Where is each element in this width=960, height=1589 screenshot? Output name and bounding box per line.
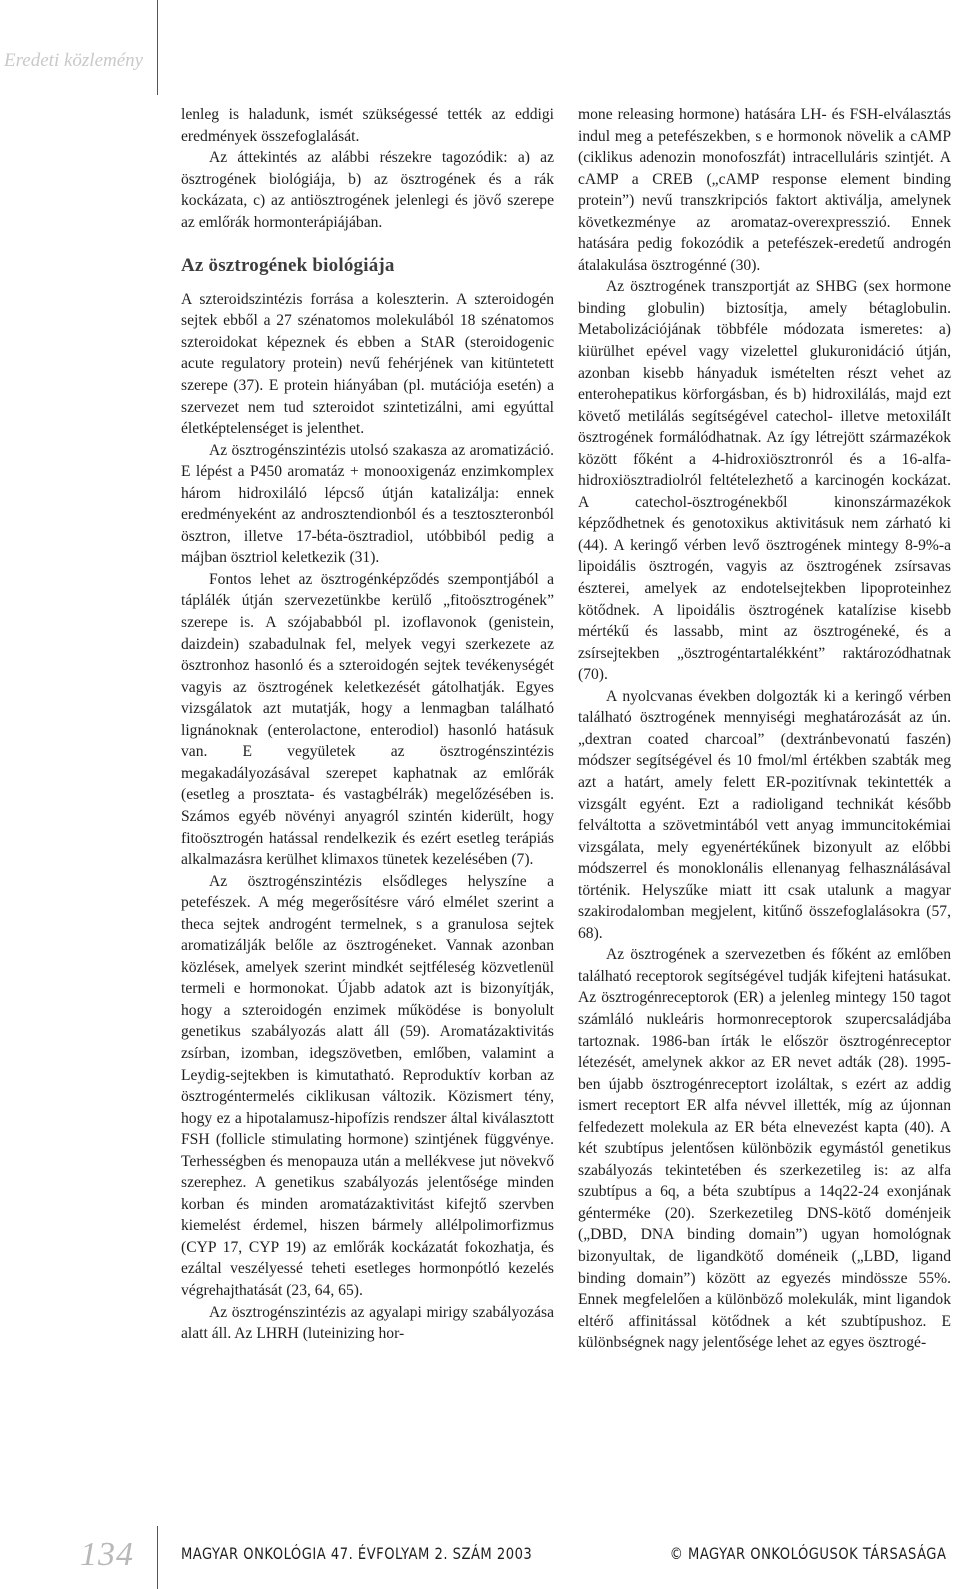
section-heading: Az ösztrogének biológiája bbox=[181, 255, 395, 277]
paragraph: mone releasing hormone) hatására LH- és FSH-elválasztás indul meg a petefészekben, s e hormonok növelik a cAMP (ciklikus adenozin monofoszfát) intracelluláris szintjét. A cAMP a CREB („cAMP response element binding protein”) nevű transzkripciós faktort aktiválja, amelynek következménye az aromataz-overexpresszió. Ennek hatására pedig fokozódik a petefészek-eredetű androgén átalakulása ösztrogénné (30). bbox=[578, 106, 951, 274]
page-number: 134 bbox=[80, 1536, 134, 1573]
paragraph: Az ösztrogének a szervezetben és főként az emlőben található receptorok segítségével tudják kifejteni hatásukat. Az ösztrogénreceptorok (ER) a jelenleg mintegy 150 tagot számláló nukleáris hormonreceptorok szupercsaládjába tartoznak. 1986-ban írták le először ösztrogénreceptor létezését, amelynek akkor az ER nevet adták (28). 1995-ben újabb ösztrogénreceptort izoláltak, s ezért az addig ismert receptort ER alfa névvel illették, míg az újonnan felfedezett molekula az ER béta elnevezést kapta (40). A két szubtípus jelentősen különbözik egymástól genetikus szabályozás tekintetében és szerkezetileg is: az alfa szubtípus a 6q, a béta szubtípus a 14q22-24 exonjának géntermékе (20). Szerkezetileg DNS-kötő doménjeik („DBD, DNA binding domain”) ugyan homológnak bizonyultak, de ligandkötő doméneik („LBD, ligand binding domain”) között az egyezés mindössze 55%. Ennek megfelelően a különböző molekulák, mint ligandok eltérő affinitással kötődnek a két szubtípushoz. E különbségnek nagy jelentősége lehet az egyes ösztrogé- bbox=[578, 946, 951, 1352]
copyright-notice: © MAGYAR ONKOLÓGUSOK TÁRSASÁGA bbox=[669, 1544, 946, 1563]
right-column bbox=[578, 104, 951, 1354]
page-footer bbox=[0, 1526, 960, 1586]
left-column bbox=[181, 104, 554, 1345]
paragraph: A szteroidszintézis forrása a koleszterin. A szteroidogén sejtek ebből a 27 szénatomos molekulából 18 szénatomos szteroidokat képeznek és ebben a StAR (steroidogenic acute regulatory protein) nevű fehérjének van kitüntetett szerepe (37). E protein hiányában (pl. mutációja esetén) a szervezet nem tud szteroidot szintetizálni, ami egyúttal életképtelenséget is jelenthet. bbox=[181, 290, 554, 438]
section-label: Eredeti közlemény bbox=[4, 50, 144, 71]
paragraph: Az ösztrogénszintézis az agyalapi mirigy szabályozása alatt áll. Az LHRH (luteinizing hor- bbox=[181, 1303, 554, 1343]
paragraph: Az ösztrogénszintézis utolsó szakasza az aromatizáció. E lépést a P450 aromatáz + monooxigenáz enzimkomplex három hidroxiláló lépcső útján katalizálja: ennek eredményeként az androsztendionból és a tesztoszteronból ösztron, illetve 17-béta-ösztradiol, utóbbiból pedig a májban ösztriol keletkezik (31). bbox=[181, 441, 554, 567]
top-divider bbox=[157, 0, 158, 95]
bottom-divider bbox=[157, 1526, 158, 1589]
paragraph: Az ösztrogének transzportját az SHBG (sex hormone binding globulin) biztosítja, amely bétaglobulin. Metabolizációjának többféle módozata ismeretes: a) kiürülhet epével vagy vizelettel glukuronidáció útján, azonban kisebb hányaduk ismételten részt vehet az enterohepatikus körforgásban, és b) hidroxilálás, majd ezt követő metilálás segítségével catechol- illetve metoxiláIt ösztrogének formálódhatnak. Az így létrejött származékok között főként a 4-hidroxiösztronról és a 16-alfa-hidroxiösztradiolról feltételezhető a karcinogén kockázat. A catechol-ösztrogénekből kinonszármazékok képződhetnek és genotoxikus aktivitásuk nem zárható ki (44). A keringő vérben levő ösztrogének mintegy 8-9%-a lipoidális ösztrogén, vagyis az ösztrogének zsírsavas észterei, amelyek az endotelsejtekben lipoproteinhez kötődnek. A lipoidális ösztrogének katalízise kisebb mértékű és lassabb, mint az ösztrogéneké, és a zsírsejtekben „ösztrogéntartalékként” raktározódhatnak (70). bbox=[578, 278, 951, 684]
journal-citation: MAGYAR ONKOLÓGIA 47. ÉVFOLYAM 2. SZÁM 2003 bbox=[181, 1544, 533, 1563]
paragraph: Az áttekintés az alábbi részekre tagozódik: a) az ösztrogének biológiája, b) az ösztrogének és a rák kockázata, c) az antiösztrogének jelenlegi és jövő szerepe az emlőrák hormonterápiájában. bbox=[181, 149, 554, 231]
paragraph: Fontos lehet az ösztrogénképződés szempontjából a táplálék útján szervezetünkbe kerülő „fitoösztrogének” szerepe is. A szójababból pl. izoflavonok (genistein, daizdein) szabadulnak fel, melyek vegyi szerkezete az ösztronhoz hasonló és a szteroidogén sejtek tevékenységét vagyis az ösztrogének keletkezését gátolhatják. Egyes vizsgálatok azt mutatják, hogy a lenmagban található lignánoknak (enterolactone, enterodiol) hasonló hatásuk van. E vegyületek az ösztrogénszintézis megakadályozásával szerepet kaphatnak az emlőrák (esetleg a prosztata- és vastagbélrák) megelőzésében is. Számos egyéb növényi anyagról szintén kiderült, hogy fitoösztrogén hatással rendelkezik és ezért esetleg terápiás alkalmazásra kerülhet klimaxos tünetek kezelésében (7). bbox=[181, 570, 554, 869]
paragraph: Az ösztrogénszintézis elsődleges helyszíne a petefészek. A még megerősítésre váró elmélet szerint a theca sejtek androgént termelnek, s a granulosa sejtek aromatizálják belőle az ösztrogéneket. Vannak azonban közlések, amelyek szerint mindkét sejtféleség közvetlenül termeli e hormonokat. Újabb adatok azt is bizonyítják, hogy a szteroidogén enzimek működése is bonyolult genetikus szabályozás alatt áll (59). Aromatázaktivitás zsírban, izomban, idegszövetben, emlőben, valamint a Leydig-sejtekben is kimutatható. Reproduktív korban az ösztrogéntermelés ciklikusan változik. Közismert tény, hogy ez a hipotalamusz-hipofízis rendszer által kiválasztott FSH (follicle stimulating hormone) szintjének függvénye. Terhességben és menopauza után a mellékvese jut növekvő szerephez. A genetikus szabályozás jelentősége minden korban és minden aromatázaktivitást kifejtő szervben kiemelést érdemel, hiszen bármely allélpolimorfizmus (CYP 17, CYP 19) az emlőrák kockázatát fokozhatja, és ezáltal veszélyessé teheti esetleges hormonpótló kezelés végrehajthatását (23, 64, 65). bbox=[181, 872, 554, 1299]
paragraph: A nyolcvanas években dolgozták ki a keringő vérben található ösztrogének mennyiségi meghatározását az ún. „dextran coated charcoal” (dextránbevonatú faszén) módszer segítségével és 10 fmol/ml értékben szabták meg azt a határt, amely felett ER-pozitívnak tekintették a vizsgált egyént. Ezt a radioligand technikát később felváltotta a szövetmintából vett anyag immuncitokémiai vizsgálata, mely egyenértékűnek bizonyult az előbbi módszerrel és monoklonális ellenanyag felhasználásával történik. Helyszűke miatt itt csak utalunk a magyar szakirodalomban megjelent, kitűnő összefoglalásokra (57, 68). bbox=[578, 687, 951, 942]
paragraph: lenleg is haladunk, ismét szükségessé tették az eddigi eredmények összefoglalását. bbox=[181, 106, 554, 145]
